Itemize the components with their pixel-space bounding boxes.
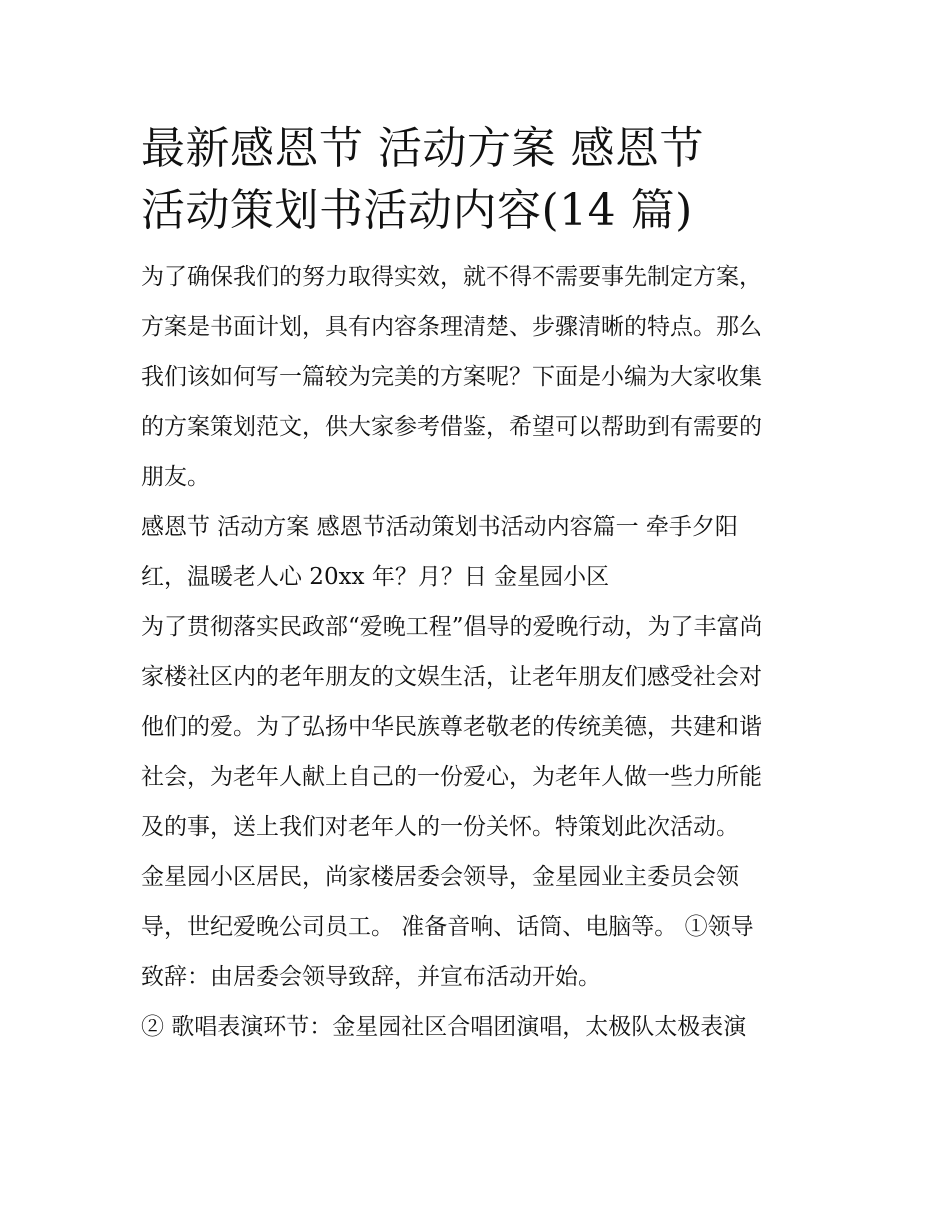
- title-line-1: 最新感恩节 活动方案 感恩节: [141, 123, 704, 174]
- title-line-2-text: 活动策划书活动内容(14 篇): [141, 185, 693, 236]
- document-page: [141, 118, 816, 1052]
- document-title: [141, 118, 816, 242]
- text-line: 为了确保我们的努力取得实效，就不得不需要事先制定方案，: [141, 264, 762, 290]
- text-line: 我们该如何写一篇较为完美的方案呢？下面是小编为大家收集: [141, 364, 762, 390]
- text-line: 致辞：由居委会领导致辞，并宣布活动开始。: [141, 964, 601, 990]
- program-paragraph: [141, 1002, 816, 1052]
- text-line: 红，温暖老人心 20xx 年？月？日 金星园小区: [141, 564, 610, 590]
- text-line: 家楼社区内的老年朋友的文娱生活，让老年朋友们感受社会对: [141, 664, 762, 690]
- text-line: ② 歌唱表演环节：金星园社区合唱团演唱，太极队太极表演: [141, 1014, 747, 1040]
- text-line: 金星园小区居民，尚家楼居委会领导，金星园业主委员会领: [141, 864, 739, 890]
- text-line: 他们的爱。为了弘扬中华民族尊老敬老的传统美德，共建和谐: [141, 714, 762, 740]
- intro-paragraph: [141, 252, 816, 502]
- activity-heading-paragraph: [141, 502, 816, 602]
- text-line: 朋友。: [141, 464, 210, 490]
- title-line-2: [141, 180, 816, 242]
- purpose-paragraph: [141, 602, 816, 852]
- text-line: 社会，为老年人献上自己的一份爱心，为老年人做一些力所能: [141, 764, 762, 790]
- text-line: 的方案策划范文，供大家参考借鉴，希望可以帮助到有需要的: [141, 414, 762, 440]
- text-line: 方案是书面计划，具有内容条理清楚、步骤清晰的特点。那么: [141, 314, 762, 340]
- participants-paragraph: [141, 852, 816, 1002]
- text-line: 导，世纪爱晚公司员工。 准备音响、话筒、电脑等。 ①领导: [141, 914, 754, 940]
- text-line: 为了贯彻落实民政部“爱晚工程”倡导的爱晚行动，为了丰富尚: [141, 614, 763, 640]
- text-line: 感恩节 活动方案 感恩节活动策划书活动内容篇一 牵手夕阳: [141, 514, 738, 540]
- text-line: 及的事，送上我们对老年人的一份关怀。特策划此次活动。: [141, 814, 739, 840]
